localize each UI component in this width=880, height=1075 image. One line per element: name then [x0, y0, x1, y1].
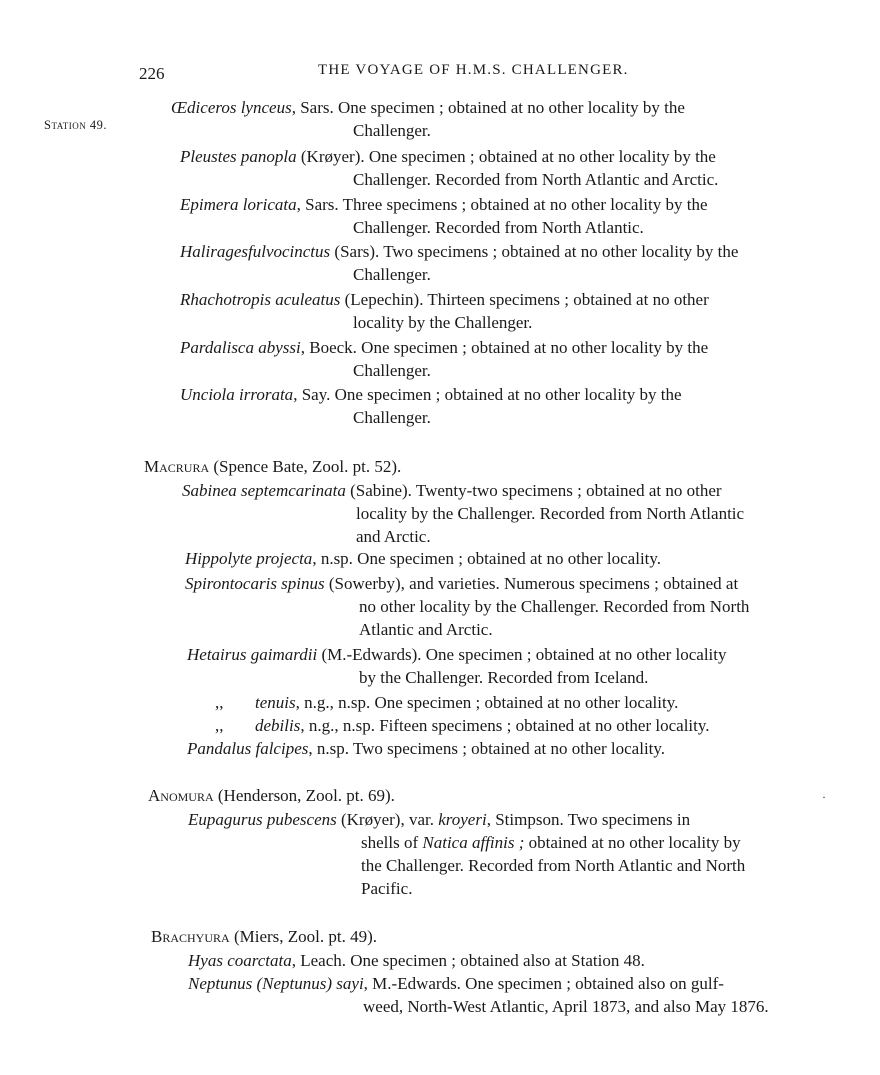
species-entry: Rhachotropis aculeatus (Lepechin). Thirteen specimens ; obtained at no other locality by the Challenger.: [180, 290, 709, 332]
species-entry: Œdiceros lynceus, Sars. One specimen ; obtained at no other locality by the Challenger.: [171, 98, 685, 140]
taxon-name: Spirontocaris spinus: [185, 574, 325, 593]
species-entry: Eupagurus pubescens (Krøyer), var. kroyeri, Stimpson. Two specimens in shells of Natica affinis ; obtained at no other locality by the Challenger. Recorded from North Atlantic and North Pacific.: [188, 810, 746, 898]
taxon-name: Hetairus gaimardii: [187, 645, 318, 664]
variety-name: kroyeri: [438, 810, 487, 829]
species-entry: Hyas coarctata, Leach. One specimen ; obtained also at Station 48.: [188, 951, 645, 970]
taxon-name: Haliragesfulvocinctus: [180, 242, 331, 261]
section-reference: (Henderson, Zool. pt. 69).: [213, 786, 395, 805]
page-number: 226: [139, 64, 165, 83]
taxon-name: debilis: [255, 716, 301, 735]
stray-mark: ·: [822, 790, 826, 804]
taxon-name: Hyas coarctata: [188, 951, 292, 970]
taxon-name: Rhachotropis aculeatus: [180, 290, 341, 309]
running-title: THE VOYAGE OF H.M.S. CHALLENGER.: [318, 62, 629, 78]
taxon-name: Hippolyte projecta: [185, 549, 313, 568]
taxon-name: Pleustes panopla: [180, 147, 297, 166]
ditto-mark: ,,: [215, 693, 224, 712]
ditto-mark: ,,: [215, 716, 224, 735]
section-title: Anomura: [148, 786, 214, 805]
species-entry: Spirontocaris spinus (Sowerby), and varieties. Numerous specimens ; obtained at no other locality by the Challenger. Recorded from North Atlantic and Arctic.: [185, 574, 750, 639]
taxon-name: Œdiceros lynceus: [171, 98, 292, 117]
section-heading-brachyura: [151, 925, 377, 948]
taxon-name: Unciola irrorata: [180, 385, 294, 404]
section-title: Brachyura: [151, 927, 230, 946]
section-heading-macrura: [144, 455, 401, 478]
species-entry: Pardalisca abyssi, Boeck. One specimen ; obtained at no other locality by the Challenger.: [180, 338, 709, 380]
taxon-name: tenuis: [255, 693, 296, 712]
species-entry: Neptunus (Neptunus) sayi, M.-Edwards. One specimen ; obtained also on gulf- weed, North-West Atlantic, April 1873, and also May 1876.: [188, 974, 769, 1016]
taxon-name: Epimera loricata: [180, 195, 297, 214]
species-entry: ,, tenuis, n.g., n.sp. One specimen ; obtained at no other locality.: [215, 693, 679, 712]
taxon-name: Eupagurus pubescens: [188, 810, 337, 829]
section-title: Macrura: [144, 457, 210, 476]
taxon-name: Neptunus (Neptunus): [188, 974, 333, 993]
taxon-name: sayi: [336, 974, 364, 993]
species-entry: Unciola irrorata, Say. One specimen ; obtained at no other locality by the Challenger.: [180, 385, 682, 427]
species-entry: Hetairus gaimardii (M.-Edwards). One specimen ; obtained at no other locality by the Challenger. Recorded from Iceland.: [187, 645, 727, 687]
species-entry: Hippolyte projecta, n.sp. One specimen ; obtained at no other locality.: [185, 549, 662, 568]
section-reference: (Spence Bate, Zool. pt. 52).: [209, 457, 402, 476]
species-entry: ,, debilis, n.g., n.sp. Fifteen specimens ; obtained at no other locality.: [215, 716, 710, 735]
species-entry: Haliragesfulvocinctus (Sars). Two specimens ; obtained at no other locality by the Challenger.: [180, 242, 739, 284]
taxon-name: Sabinea septemcarinata: [182, 481, 346, 500]
species-entry: Epimera loricata, Sars. Three specimens ; obtained at no other locality by the Challenger. Recorded from North Atlantic.: [180, 195, 708, 237]
station-label: Station 49.: [44, 118, 107, 132]
section-heading-anomura: [148, 784, 395, 807]
taxon-name: Pandalus falcipes: [187, 739, 309, 758]
species-entry: Sabinea septemcarinata (Sabine). Twenty-two specimens ; obtained at no other locality by the Challenger. Recorded from North Atlantic and Arctic.: [182, 481, 745, 546]
species-entry: Pandalus falcipes, n.sp. Two specimens ; obtained at no other locality.: [187, 739, 666, 758]
taxon-name: Pardalisca abyssi: [180, 338, 301, 357]
taxon-name: Natica affinis ;: [422, 833, 525, 852]
species-entry: Pleustes panopla (Krøyer). One specimen ; obtained at no other locality by the Challenger. Recorded from North Atlantic and Arctic.: [180, 147, 719, 189]
section-reference: (Miers, Zool. pt. 49).: [229, 927, 378, 946]
